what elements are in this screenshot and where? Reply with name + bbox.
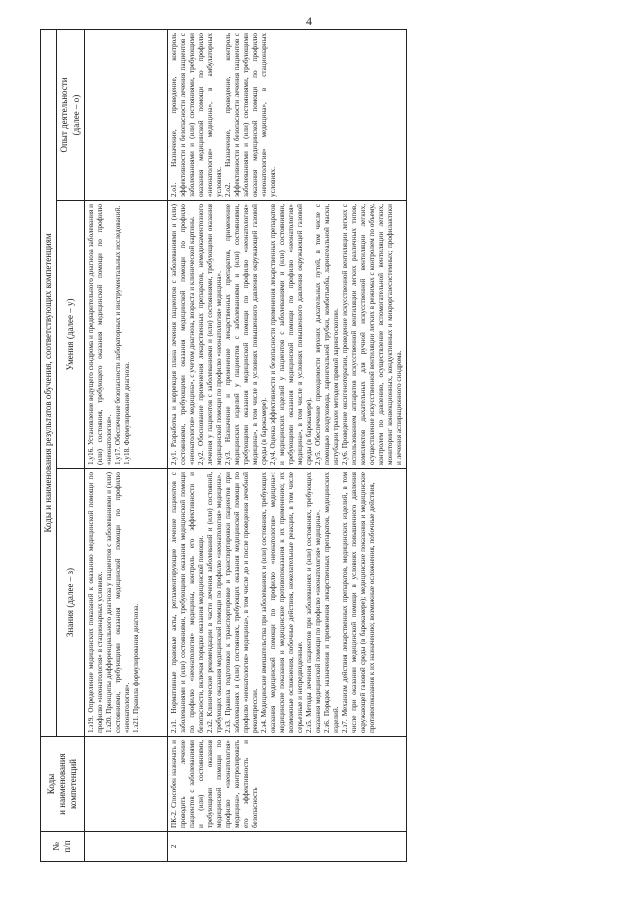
header-code: Коды и наименования компетенций [41, 737, 85, 832]
cell-experience: 2.о1. Назначение, проведение, контроль эффективности и безопасности лечения пациентов с заболеваниями и (или) состояниями, требующими оказания медицинской помощи по профилю «неонатология» медицина», в амбулаторных условиях. 2.о2. Назначение, проведение, контроль эффективности и безопасности лечения пациентов с заболеваниями и (или) состояниями, требующими оказания медицинской помощи по профилю «неонатология» медицина», в стационарных условиях. [167, 30, 406, 201]
header-group-title: Коды и наименования результатов обучения, соответствующих компетенциям [41, 30, 57, 737]
table-row [167, 30, 406, 862]
cell-skills: 1.у16. Установление ведущего синдрома и предварительного диагноза заболевания и (или) состояния, требующего оказания медицинской помощи по профилю «неонатология». 1.у17. Обеспечение безопасности лабораторных и инструментальных исследований. 1.у18. Формулирование диагноза. [84, 201, 167, 469]
cell-skills: 2.у1. Разработка и коррекция плана лечения пациентов с заболеваниями и (или) состояниями, требующими оказания медицинской помощи по профилю «неонатология» медицина», с учетом диагноза, возраста и клинической картины. 2.у2. Обоснование применения лекарственных препаратов, немедикаментозного лечения у пациентов с заболеваниями и (или) состояниями, требующими оказания медицинской помощи по профилю «неонатология» медицина». 2.у3. Назначение и применение лекарственных препаратов, применение медицинских изделий у пациентов с заболеваниями и (или) состояниями, требующими оказания медицинской помощи по профилю «неонатология» медицина», в том числе в условиях повышенного давления окружающей газовой среды (в барокамере). 2.у4. Оценка эффективности и безопасности применения лекарственных препаратов и медицинских изделий у пациентов с заболеваниями и (или) состояниями, требующими оказания медицинской помощи по профилю «неонатология» медицина», в том числе в условиях повышенного давления окружающей газовой среды (в барокамере). 2.у5. Обеспечение проходимости верхних дыхательных путей, в том числе с помощью воздуховода, ларингеальной трубки, комбитьюба, ларингеальной маски, интубации трахеи методом прямой ларингоскопии. 2.у6. Проведение оксигенотерапии, проведение искусственной вентиляции легких с использованием аппаратов искусственной вентиляции легких различных типов, комплектов дыхательных для ручной искусственной вентиляции легких, осуществление искусственной вентиляции легких в режимах с контролем по объему, контролем по давлению, осуществление вспомогательной вентиляции легких, мониторинг конвекционных, кондуктивных и микроргазесистемных; профилактики и лечения аспирационного синдрома. [167, 201, 406, 469]
cell-knowledge: 1.з19. Определение медицинских показаний к оказанию медицинской помощи по профилю «неонатология» в стационарных условиях. 1.з20. Принципы дифференциального диагноза у пациентов с заболеваниями и (или) состояниями, требующими оказания медицинской помощи по профилю «неонатология». 1.з21. Правила формулирования диагноза. [84, 469, 167, 737]
cell-code [84, 737, 167, 832]
cell-knowledge: 2.з1. Нормативные правовые акты, регламентирующие лечение пациентов с заболеваниями и (или) состояниями, требующими оказания медицинской помощи по профилю «неонатология» медицины, контроль его эффективности и безопасности, включая порядки оказания медицинской помощи. 2.з2. Клинические рекомендации в части лечения заболеваний и (или) состояний, требующих оказания медицинской помощи по профилю «неонатология» медицина». 2.з3. Правила подготовки к транспортировке и транспортировки пациентов при заболеваниях и (или) состояниях, требующих оказания медицинской помощи по профилю «неонатология» медицина», в том числе до и после проведения лечебной рекомпрессии. 2.з4. Медицинские вмешательства при заболеваниях и (или) состояниях, требующих оказания медицинской помощи по профилю «неонатология» медицина»: медицинские показания и медицинские противопоказания к их применению; их возможные осложнения, побочные действия, нежелательные реакции, в том числе серьезные и непредвиденные. 2.з5. Методы лечения пациентов при заболеваниях и (или) состояниях, требующих оказания медицинской помощи по профилю «неонатология» медицина». 2.з6. Порядок назначения и применения лекарственных препаратов, медицинских изделий. 2.з7. Механизм действия лекарственных препаратов, медицинских изделий, в том числе при оказании медицинской помощи в условиях повышенного давления окружающей газовой среды (в барокамере); медицинские показания и медицинские противопоказания к их назначению; возможные осложнения, побочные действия, [167, 469, 406, 737]
rotated-table-container [40, 30, 620, 862]
cell-num [84, 832, 167, 862]
header-knowledge: Знания (далее – з) [57, 469, 85, 737]
competency-table [40, 29, 407, 862]
table-row [84, 30, 167, 862]
header-num: № п/п [41, 832, 85, 862]
header-experience: Опыт деятельности (далее – о) [57, 30, 85, 201]
header-skills: Умения (далее – у) [57, 201, 85, 469]
cell-experience [84, 30, 167, 201]
cell-code: ПК-2. Способен назначать и проводить лечение пациентов с заболеваниями и (или) состояниями, требующими оказания медицинской помощи по профилю «неонатология» медицина», контролировать его эффективность и безопасность [167, 737, 406, 832]
page-number: 4 [306, 14, 312, 28]
cell-num: 2 [167, 832, 406, 862]
